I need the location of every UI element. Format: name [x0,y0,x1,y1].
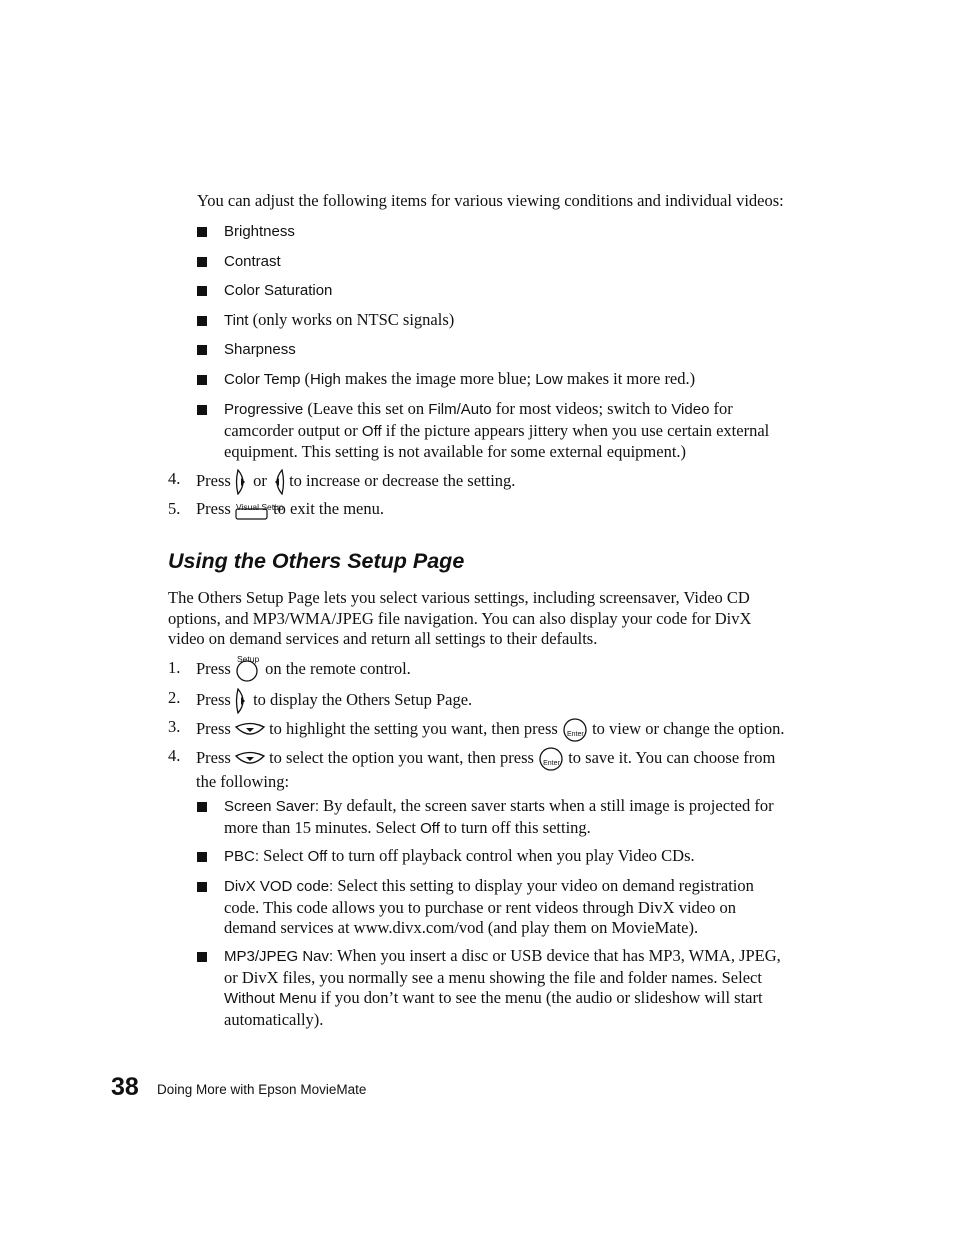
option-label: Screen Saver: [224,798,320,815]
bullet-square-icon [197,802,207,812]
item-label: Brightness [224,223,295,240]
step-number: 4. [168,746,181,765]
option-label: PBC: [224,848,260,865]
list-item-mp3-jpeg-nav: MP3/JPEG Nav: When you insert a disc or USB device that has MP3, WMA, JPEG, or DivX files, you normally see a menu showing the file and folder names. Select Without Menu if you don’t want to see the menu (the audio or slideshow will start automatically). [197,946,787,1030]
bullet-square-icon [197,227,207,237]
list-item [197,280,787,302]
step-5-exit: 5. Press Visual Setup to exit the menu. [168,499,793,520]
bullet-square-icon [197,852,207,862]
option-video: Video [671,401,710,418]
item-label: Color Saturation [224,282,333,299]
option-off: Off [420,819,440,837]
right-arrow-button-icon [235,469,249,495]
page-number: 38 [111,1073,139,1101]
list-item-progressive: Progressive (Leave this set on Film/Auto for most videos; switch to Video for camcorder output or Off if the picture appears jittery when you use certain external equipment. This setting is not available for some external equipment.) [197,399,787,463]
list-item-pbc: PBC: Select Off to turn off playback control when you play Video CDs. [197,846,787,868]
step-number: 1. [168,658,181,677]
visual-setup-button-icon: Visual Setup [235,500,269,520]
bullet-square-icon [197,375,207,385]
step-number: 4. [168,469,181,488]
item-label: Sharpness [224,341,296,358]
enter-button-icon: Enter [538,746,564,772]
step-number: 5. [168,499,181,518]
option-without-menu: Without Menu [224,990,317,1007]
bullet-square-icon [197,257,207,267]
bullet-square-icon [197,405,207,415]
list-item-screen-saver: Screen Saver: By default, the screen saver starts when a still image is projected for more than 15 minutes. Select Off to turn off this setting. [197,796,787,839]
step-number: 3. [168,717,181,736]
bullet-square-icon [197,286,207,296]
bullet-square-icon [197,882,207,892]
intro-paragraph: You can adjust the following items for various viewing conditions and individual videos: [197,191,784,210]
item-label: Progressive [224,401,304,418]
footer-title: Doing More with Epson MovieMate [157,1082,367,1097]
enter-button-icon: Enter [562,717,588,743]
option-film-auto: Film/Auto [428,401,492,418]
setup-button-icon: Setup [235,658,261,682]
bullet-square-icon [197,316,207,326]
list-item-divx-vod: DivX VOD code: Select this setting to display your video on demand registration code. This code allows you to purchase or rent videos through DivX video on demand services at www.divx.com/vod (and play them on MovieMate). [197,876,787,939]
option-low: Low [535,371,563,388]
option-label: MP3/JPEG Nav: [224,948,334,965]
right-arrow-button-icon [235,688,249,714]
item-label: Tint [224,312,249,329]
section-heading: Using the Others Setup Page [168,549,465,573]
step-number: 2. [168,688,181,707]
option-off: Off [307,848,328,865]
list-item [197,251,787,273]
option-high: High [310,371,341,388]
item-description: (only works on NTSC signals) [248,310,455,329]
down-arrow-button-icon [235,722,265,738]
step-4-adjust: 4. Press or to increase or decrease the setting. [168,469,793,495]
step-1-setup: 1. Press Setup on the remote control. [168,658,793,682]
step-3-highlight: 3. Press to highlight the setting you want, then press Enter to view or change the option. [168,717,793,743]
bullet-square-icon [197,952,207,962]
section-intro: The Others Setup Page lets you select various settings, including screensaver, Video CD options, and MP3/WMA/JPEG file navigation. You can also display your code for DivX video on demand services and return all settings to their defaults. [168,588,752,648]
left-arrow-button-icon [271,469,285,495]
bullet-square-icon [197,345,207,355]
option-label: DivX VOD code: [224,878,334,895]
step-2-display: 2. Press to display the Others Setup Page. [168,688,793,714]
list-item-color-temp: Color Temp (High makes the image more blue; Low makes it more red.) [197,369,787,391]
list-item [197,339,787,361]
list-item [197,221,787,243]
option-off: Off [361,422,382,440]
list-item [197,310,787,332]
step-4-select: 4. Press to select the option you want, then press Enter to save it. You can choose from the following: [168,746,776,791]
item-label: Contrast [224,253,281,270]
down-arrow-button-icon [235,751,265,767]
item-label: Color Temp [224,371,301,388]
